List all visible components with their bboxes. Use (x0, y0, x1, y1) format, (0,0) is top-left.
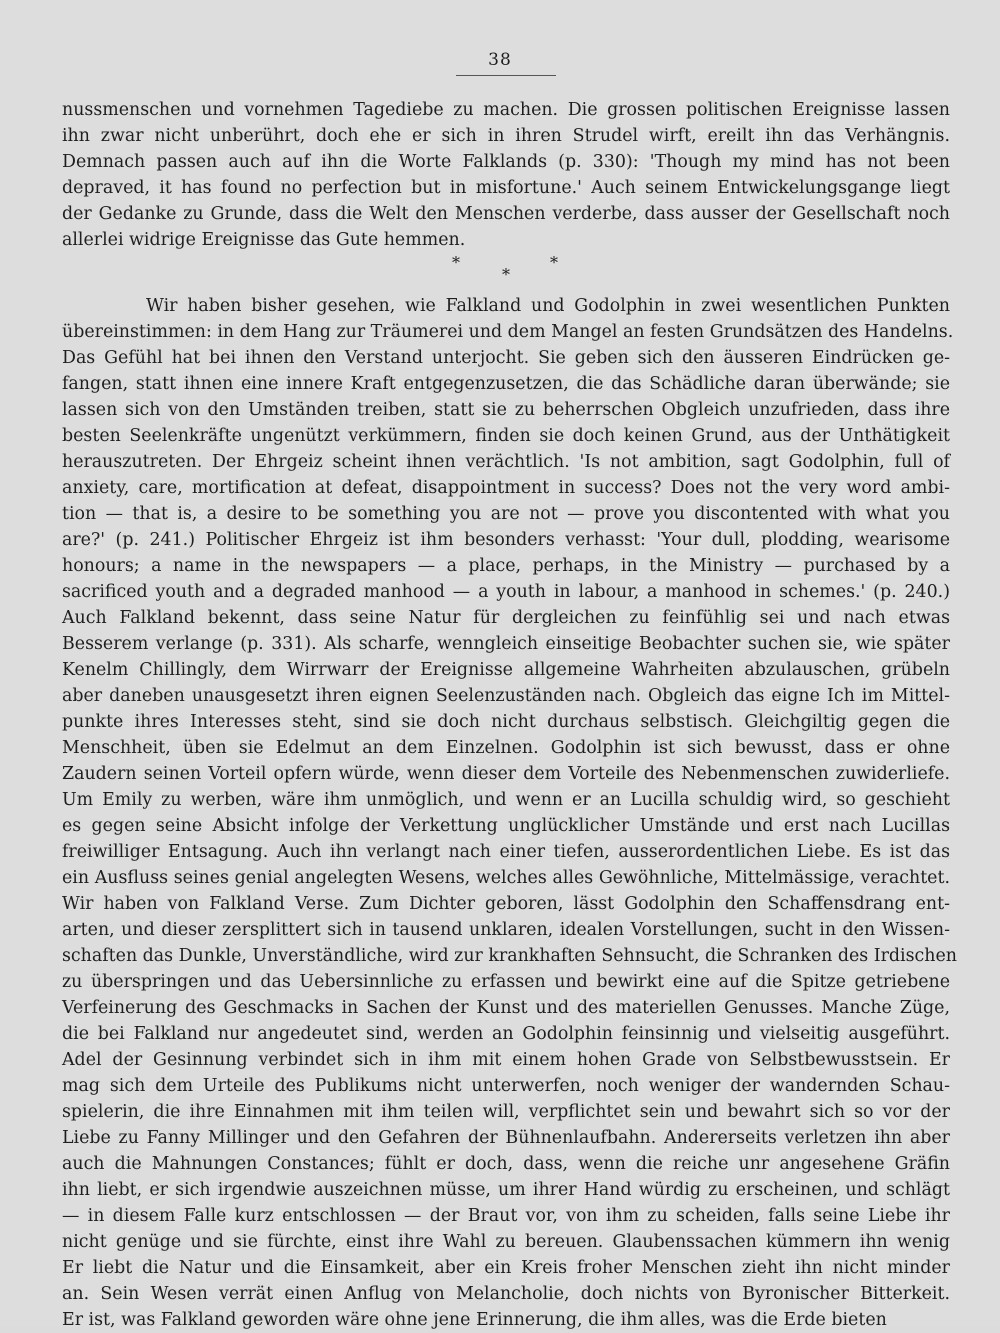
header-rule (456, 75, 556, 76)
text-line: allerlei widrige Ereignisse das Gute hemmen. (62, 230, 466, 250)
text-line: nussmenschen und vornehmen Tagediebe zu machen. Die grossen politischen Ereignisse lassen (62, 100, 950, 120)
text-line: are?' (p. 241.) Politischer Ehrgeiz ist ihm besonders verhasst: 'Your dull, plodding, wearisome (62, 530, 950, 550)
text-line: tion — that is, a desire to be something you are not — prove you discontented with what you (62, 504, 950, 524)
text-line: Zaudern seinen Vorteil opfern würde, wenn dieser dem Vorteile des Nebenmenschen zuwiderliefe. (62, 764, 950, 784)
text-line: Um Emily zu werben, wäre ihm unmöglich, und wenn er an Lucilla schuldig wird, so geschieht (62, 790, 950, 810)
text-line: Liebe zu Fanny Millinger und den Gefahren der Bühnenlaufbahn. Andererseits verletzen ihn aber (62, 1128, 950, 1148)
text-line: Menschheit, üben sie Edelmut an dem Einzelnen. Godolphin ist sich bewusst, dass er ohne (62, 738, 950, 758)
text-line: Verfeinerung des Geschmacks in Sachen der Kunst und des materiellen Genusses. Manche Züge, (62, 998, 950, 1018)
text-line: lassen sich von den Umständen treiben, statt sie zu beherrschen Obgleich unzufrieden, dass ihre (62, 400, 950, 420)
text-line: schaften das Dunkle, Unverständliche, wird zur krankhaften Sehnsucht, die Schranken des Irdischen (62, 946, 957, 966)
page-number: 38 (488, 50, 512, 70)
text-line: fangen, statt ihnen eine innere Kraft entgegenzusetzen, die das Schädliche daran überwände; sie (62, 374, 950, 394)
text-line: Adel der Gesinnung verbindet sich in ihm mit einem hohen Grade von Selbstbewusstsein. Er (62, 1050, 950, 1070)
paragraph-1 (62, 97, 950, 253)
text-line: anxiety, care, mortification at defeat, disappointment in success? Does not the very word ambi- (62, 478, 950, 498)
text-line: arten, und dieser zersplittert sich in tausend unklaren, idealen Vorstellungen, sucht in den Wissen- (62, 920, 950, 940)
text-line: Wir haben bisher gesehen, wie Falkland und Godolphin in zwei wesentlichen Punkten (146, 296, 950, 316)
text-line: — in diesem Falle kurz entschlossen — der Braut vor, von ihm zu scheiden, falls seine Liebe ihr (62, 1206, 950, 1226)
text-line: zu überspringen und das Uebersinnliche zu erfassen und bewirkt eine auf die Spitze getriebene (62, 972, 950, 992)
text-line: übereinstimmen: in dem Hang zur Träumerei und dem Mangel an festen Grundsätzen des Handelns. (62, 322, 954, 342)
text-line: nicht genüge und sie fürchte, einst ihre Wahl zu bereuen. Glaubenssachen kümmern ihn wenig (62, 1232, 950, 1252)
text-line: es gegen seine Absicht infolge der Verkettung unglücklicher Umstände und erst nach Lucillas (62, 816, 950, 836)
text-line: ein Ausfluss seines genial angelegten Wesens, welches alles Gewöhnliche, Mittelmässige, verachtet. (62, 868, 950, 888)
text-line: Demnach passen auch auf ihn die Worte Falklands (p. 330): 'Though my mind has not been (62, 152, 950, 172)
asterisk: * (550, 253, 558, 272)
text-line: herauszutreten. Der Ehrgeiz scheint ihnen verächtlich. 'Is not ambition, sagt Godolphin, full of (62, 452, 950, 472)
text-line: ihn zwar nicht unberührt, doch ehe er sich in ihren Strudel wirft, ereilt ihn das Verhängnis. (62, 126, 950, 146)
asterisk: * (452, 253, 460, 272)
text-line: honours; a name in the newspapers — a place, perhaps, in the Ministry — purchased by a (62, 556, 950, 576)
text-line: die bei Falkland nur angedeutet sind, werden an Godolphin feinsinnig und vielseitig ausgeführt. (62, 1024, 950, 1044)
text-line: sacrificed youth and a degraded manhood — a youth in labour, a manhood in schemes.' (p. 240.) (62, 582, 950, 602)
text-line: der Gedanke zu Grunde, dass die Welt den Menschen verderbe, dass ausser der Gesellschaft noch (62, 204, 950, 224)
text-line: freiwilliger Entsagung. Auch ihn verlangt nach einer tiefen, ausserordentlichen Liebe. Es ist das (62, 842, 950, 862)
text-line: auch die Mahnungen Constances; fühlt er doch, dass, wenn die reiche unr angesehene Gräfin (62, 1154, 950, 1174)
paragraph-2 (62, 293, 957, 1333)
text-line: besten Seelenkräfte ungenützt verkümmern, finden sie doch keinen Grund, aus der Unthätigkeit (62, 426, 950, 446)
text-line: Er liebt die Natur und die Einsamkeit, aber ein Kreis froher Menschen zieht ihn nicht minder (62, 1258, 950, 1278)
asterisk: * (502, 265, 510, 284)
text-line: spielerin, die ihre Einnahmen mit ihm teilen will, verpflichtet sein und bewahrt sich so vor der (62, 1102, 950, 1122)
text-line: ihn liebt, er sich irgendwie auszeichnen müsse, um ihrer Hand würdig zu erscheinen, und schlägt (62, 1180, 950, 1200)
text-line: mag sich dem Urteile des Publikums nicht unterwerfen, noch weniger der wandernden Schau- (62, 1076, 950, 1096)
text-line: Wir haben von Falkland Verse. Zum Dichter geboren, lässt Godolphin den Schaffensdrang ent- (62, 894, 950, 914)
text-line: an. Sein Wesen verrät einen Anflug von Melancholie, doch nichts von Byronischer Bitterkeit. (62, 1284, 950, 1304)
text-line: Das Gefühl hat bei ihnen den Verstand unterjocht. Sie geben sich den äusseren Eindrücken ge- (62, 348, 950, 368)
text-line: Auch Falkland bekennt, dass seine Natur für dergleichen zu feinfühlig sei und nach etwas (62, 608, 950, 628)
page-body (62, 97, 957, 1333)
section-break-asterisms (62, 253, 950, 293)
text-line: depraved, it has found no perfection but in misfortune.' Auch seinem Entwickelungsgange liegt (62, 178, 950, 198)
text-line: Besserem verlange (p. 331). Als scharfe, wenngleich einseitige Beobachter suchen sie, wie später (62, 634, 950, 654)
text-line: Er ist, was Falkland geworden wäre ohne jene Erinnerung, die ihm alles, was die Erde bieten (62, 1310, 887, 1330)
text-line: aber daneben unausgesetzt ihren eignen Seelenzuständen nach. Obgleich das eigne Ich im Mittel- (62, 686, 950, 706)
text-line: Kenelm Chillingly, dem Wirrwarr der Ereignisse allgemeine Wahrheiten abzulauschen, grübeln (62, 660, 950, 680)
text-line: punkte ihres Interesses steht, sind sie doch nicht durchaus selbstisch. Gleichgiltig gegen die (62, 712, 950, 732)
